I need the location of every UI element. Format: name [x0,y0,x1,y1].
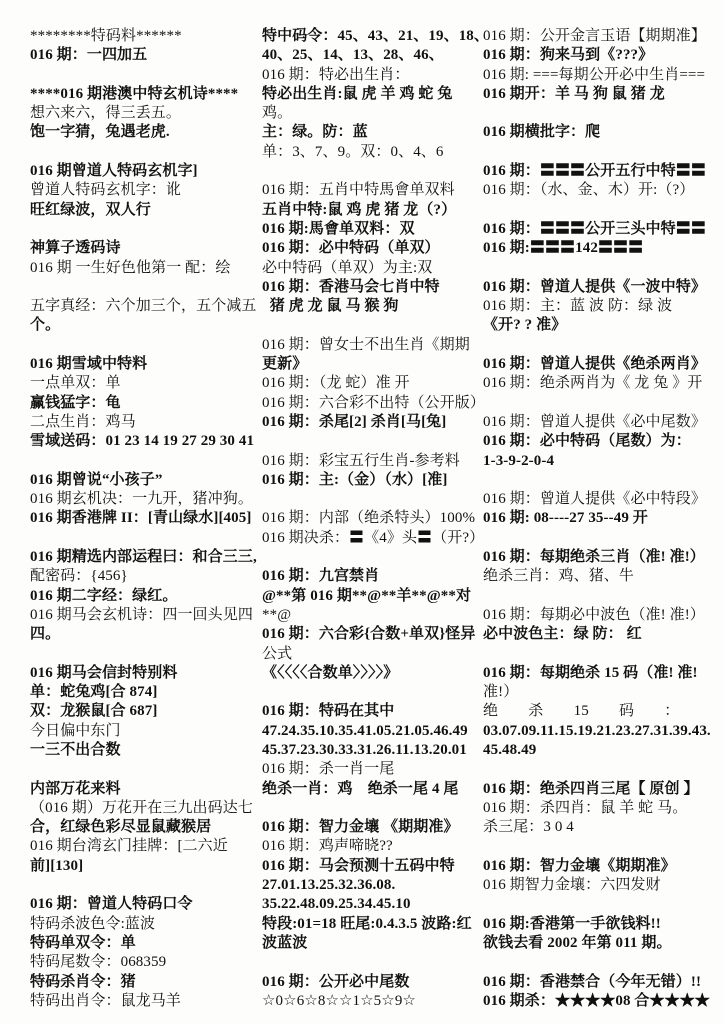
text-line: 016 期：〓〓〓公开五行中特〓〓 [483,163,706,180]
text-line [30,529,258,548]
text-line: 016 期：五肖中特馬會单双料 [262,182,455,199]
text-line: （016 期）万花开在三九出码达七 [30,799,253,816]
text-line [483,529,719,548]
text-line: 016 期精选内部运程曰：和合三三, [30,549,257,566]
text-line [30,760,258,779]
text-line: 016 期：鸡声啼晓?? [262,838,393,855]
column-left [30,27,258,1011]
text-line: 合，红绿色彩尽显鼠藏猴居 [30,819,212,836]
text-line [483,143,719,162]
text-line: 016 期：曾女士不出生肖《期期 [262,336,470,353]
text-line [30,143,258,162]
text-line: 016 期玄机决：一九开，猪冲狗。 [30,491,253,508]
text-line: 特段:01=18 旺尾:0.4.3.5 波路:红 [262,915,472,932]
text-line: 五肖中特:鼠 鸡 虎 猪 龙（?） [262,201,457,218]
text-line: 016 期：（龙 蛇）准 开 [262,375,410,392]
text-line [483,953,719,972]
text-line: 二点生肖：鸡马 [30,413,136,430]
text-line: 《开? ? 准》 [483,317,567,334]
text-line [483,645,719,664]
text-line: 016 期马会玄机诗：四一回头见四 [30,606,253,623]
text-line: 配密码：{456} [30,568,128,585]
text-line: 特必出生肖:鼠 虎 羊 鸡 蛇 兔 [262,85,453,102]
text-line: 一三不出合数 [30,741,121,758]
text-line [483,895,719,914]
text-line: 想六来六，得三丢五。 [30,105,182,122]
text-line [30,278,258,297]
text-line: 雪域送码：01 23 14 19 27 29 30 41 [30,433,255,450]
text-line: 016 期：一四加五 [30,47,148,64]
text-line: 016 期：绝杀四肖三尾【 原创 】 [483,780,699,797]
text-line: 016 期:〓〓〓142〓〓〓 [483,240,644,257]
text-line: 绝杀一肖：鸡 绝杀一尾 4 尾 [262,780,459,797]
text-line: 016 期：特必出生肖： [262,66,410,83]
text-line: 016 期：马会预测十五码中特 [262,857,455,874]
text-line [262,432,480,451]
text-line [483,259,719,278]
text-line [30,66,258,85]
text-line: 016 期：主:（金）（水）[准] [262,471,448,488]
text-line [262,316,480,335]
text-line: 公式 [262,645,293,662]
text-line: 016 期曾说“小孩子” [30,471,163,488]
text-line: 曾道人特码玄机字：讹 [30,182,182,199]
text-line: 必中波色主：绿 防： 红 [483,626,642,643]
text-line: 016 期：每期绝杀三肖（准! 准!） [483,549,705,566]
text-line: 016 期：狗来马到《???》 [483,47,654,64]
text-line: @**第 016 期**@**羊**@**对 [262,587,472,604]
text-line: 03.07.09.11.15.19.21.23.27.31.39.43. [483,722,711,739]
column-right [483,27,719,1011]
text-line: 45.37.23.30.33.31.26.11.13.20.01 [262,741,467,758]
text-line: 016 期:馬會单双料：双 [262,220,415,237]
text-line: 特码出肖令：鼠龙马羊 [30,992,182,1009]
text-line: 特码单双令：单 [30,934,136,951]
text-line [30,645,258,664]
text-line: 016 期：绝杀两肖为《 龙 兔 》开 [483,375,703,392]
text-line: 杀三尾：3 0 4 [483,819,574,836]
text-line: 016 期：智力金壤《期期准》 [483,857,676,874]
text-line [483,394,719,413]
text-line [483,587,719,606]
text-line: 016 期：智力金壤 《期期准》 [262,819,459,836]
text-line [262,490,480,509]
text-line [483,104,719,123]
text-line: 016 期:香港第一手欲钱料!! [483,915,661,932]
text-line: 绝 杀 15 码 ： [483,703,680,720]
text-line: **@ [262,606,292,623]
text-line: 016 期曾道人特码玄机字] [30,163,198,180]
text-line [30,876,258,895]
text-line: 单：蛇兔鸡[合 874] [30,684,158,701]
text-line: 016 期：主：蓝 波 防：绿 波 [483,298,673,315]
text-line: 016 期 一生好色他第一 配：绘 [30,259,231,276]
text-line: 016 期：必中特码（单双） [262,240,440,257]
text-line [30,220,258,239]
text-line: 016 期马会信封特别料 [30,664,178,681]
text-line: 1-3-9-2-0-4 [483,452,555,469]
text-line: 绝杀三肖：鸡、猪、牛 [483,568,635,585]
text-line [483,201,719,220]
text-line: 016 期：（水、金、木）开:（?） [483,182,695,199]
text-line: 016 期：公开必中尾数 [262,973,410,990]
text-line: 波蓝波 [262,934,308,951]
text-line: 016 期：六合彩不出特（公开版） [262,394,485,411]
text-line: 016 期智力金壤：六四发财 [483,877,661,894]
text-line: 016 期：曾道人提供《一波中特》 [483,278,706,295]
text-line: 016 期二字经：绿红。 [30,587,178,604]
text-line: 016 期：杀一肖一尾 [262,761,395,778]
text-line: 016 期：香港马会七肖中特 [262,278,440,295]
text-line: 特码杀波色令:蓝波 [30,915,156,932]
text-line: 016 期: ===每期公开必中生肖=== [483,66,706,83]
text-line [30,336,258,355]
text-line: 前][130] [30,857,84,874]
text-line: 016 期：〓〓〓公开三头中特〓〓 [483,220,706,237]
text-line [262,162,480,181]
text-line: 四。 [30,626,61,643]
text-line [262,548,480,567]
text-line: 016 期横批字：爬 [483,124,601,141]
text-line: 016 期: 08----27 35--49 开 [483,510,648,527]
text-line: 必中特码（单双）为主:双 [262,259,433,276]
text-line: 016 期决杀：〓《4》头〓（开?） [262,529,485,546]
text-line: 鸡。 [262,105,293,122]
text-line: 35.22.48.09.25.34.45.10 [262,896,411,913]
column-middle [262,27,490,1011]
text-line: 016 期：杀四肖：鼠 羊 蛇 马。 [483,799,688,816]
text-line: 016 期杀：★★★★08 合★★★★ [483,992,710,1009]
text-line: 016 期香港牌 II：[青山绿水][405] [30,510,252,527]
text-line: 更新》 [262,356,308,373]
text-line: 40、25、14、13、28、46、 [262,47,444,64]
text-line [483,837,719,856]
text-line [262,799,480,818]
text-line: 016 期：曾道人提供《必中尾数》 [483,413,706,430]
text-line: 五字真经：六个加三个，五个减五 [30,298,257,315]
text-line: 016 期：曾道人提供《必中特段》 [483,491,706,508]
text-line [30,452,258,471]
text-line: 016 期：彩宝五行生肖-参考料 [262,452,460,469]
text-line: 27.01.13.25.32.36.08. [262,877,396,894]
text-line: 特码杀肖令：猪 [30,973,136,990]
text-line: ****016 期港澳中特玄机诗**** [30,85,239,102]
text-line: 主：绿。防：蓝 [262,124,368,141]
text-line [483,336,719,355]
text-line: 016 期：内部（绝杀特头）100% [262,510,476,527]
text-line: 个。 [30,317,61,334]
text-line: 一点单双：单 [30,375,121,392]
text-line: ☆0☆6☆8☆☆1☆5☆9☆ [262,992,416,1009]
text-line: 今日偏中东门 [30,722,121,739]
text-line: 单：3、7、9。双：0、4、6 [262,143,444,160]
text-line: 016 期：杀尾[2] 杀肖[马[兔] [262,413,447,430]
text-line: 016 期雪域中特料 [30,356,148,373]
text-line: 016 期：每期绝杀 15 码（准! 准! [483,664,698,681]
text-line: 神算子透码诗 [30,240,121,257]
text-line: 016 期：特码在其中 [262,703,395,720]
text-line: 猪 虎 龙 鼠 马 猴 狗 [262,298,399,315]
text-line [262,953,480,972]
text-line: 欲钱去看 2002 年第 011 期。 [483,934,672,951]
text-line: 内部万花来料 [30,780,121,797]
text-line [262,683,480,702]
text-line: 016 期：曾道人提供《绝杀两肖》 [483,356,706,373]
text-line: 特码尾数令：068359 [30,954,167,971]
text-line: 45.48.49 [483,741,537,758]
text-line: 准!） [483,684,519,701]
text-line: 旺红绿波，双人行 [30,201,151,218]
text-line: 《〈〈〈〈合数单〉〉〉〉》 [262,664,399,681]
text-line: 016 期：香港禁合（今年无错）!! [483,973,702,990]
text-line: 特中码令：45、43、21、19、18、 [262,28,490,44]
text-line: ********特码料****** [30,28,182,44]
text-line: 016 期：必中特码（尾数）为： [483,433,691,450]
text-line: 47.24.35.10.35.41.05.21.05.46.49 [262,722,468,739]
text-line: 016 期：九宫禁肖 [262,568,380,585]
text-line: 016 期：六合彩{合数+单双}怪异 [262,626,476,643]
text-line: 016 期：公开金言玉语【期期准】 [483,28,706,44]
text-line: 赢钱猛字：龟 [30,394,121,411]
text-line: 016 期：曾道人特码口令 [30,896,193,913]
text-line: 饱一字猜，兔遇老虎. [30,124,170,141]
text-line: 016 期台湾玄门挂牌：[二六近 [30,838,228,855]
text-line: 016 期：每期必中波色（准! 准!） [483,606,705,623]
text-line: 双：龙猴鼠[合 687] [30,703,158,720]
text-line [483,760,719,779]
text-line: 016 期开：羊 马 狗 鼠 猪 龙 [483,85,665,102]
text-line [483,471,719,490]
